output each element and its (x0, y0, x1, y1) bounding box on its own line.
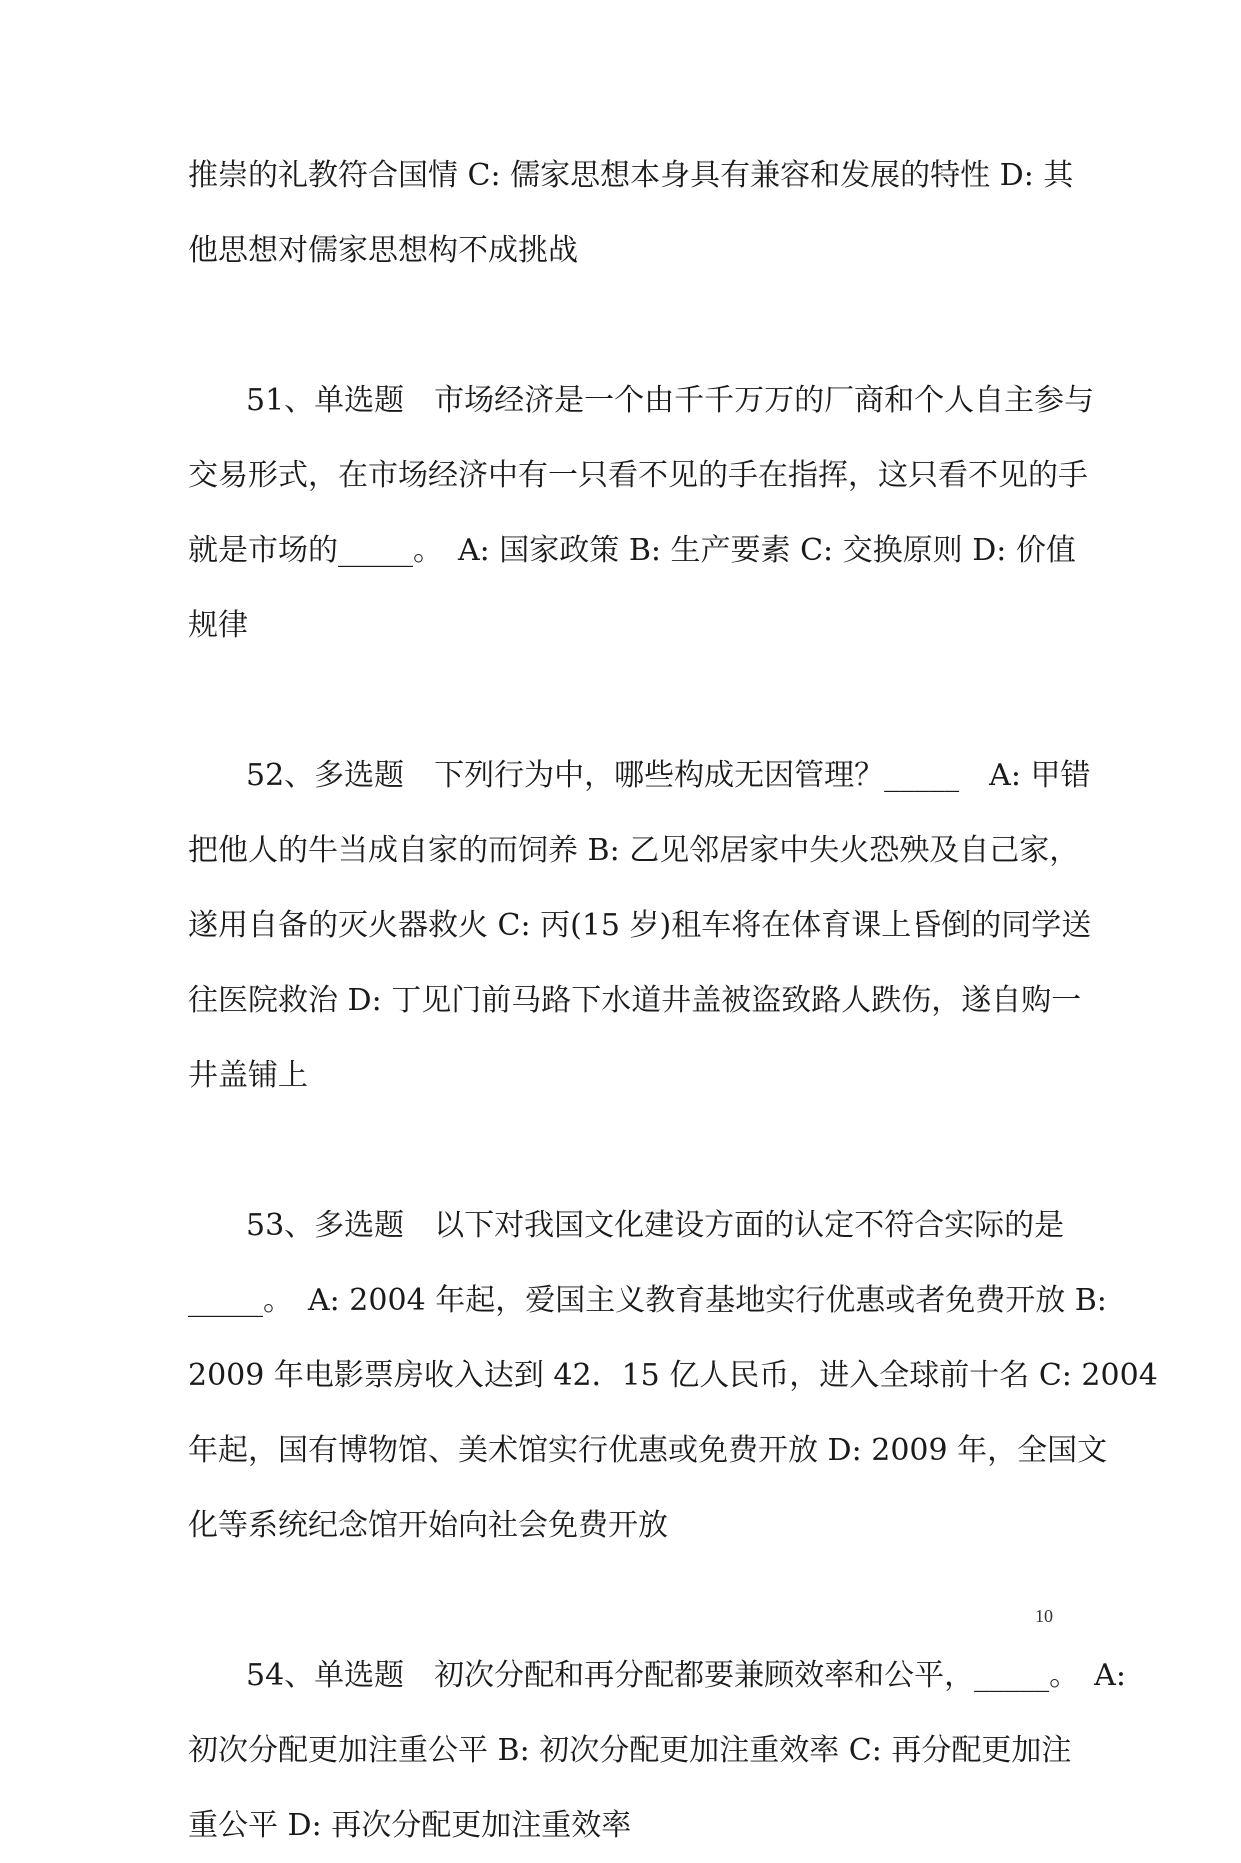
question-53 (188, 1188, 1158, 1563)
text-line: 交易形式，在市场经济中有一只看不见的手在指挥，这只看不见的手 (188, 458, 1088, 493)
text-line: 井盖铺上 (188, 1058, 308, 1093)
question-heading: 51、单选题 市场经济是一个由千千万万的厂商和个人自主参与 (246, 383, 1095, 418)
text-line: 化等系统纪念馆开始向社会免费开放 (188, 1508, 668, 1543)
text-line: 往医院救治 D: 丁见门前马路下水道井盖被盗致路人跌伤，遂自购一 (188, 983, 1082, 1018)
question-heading: 53、多选题 以下对我国文化建设方面的认定不符合实际的是 (246, 1208, 1065, 1243)
text-line: 他思想对儒家思想构不成挑战 (188, 233, 578, 268)
text-line: 重公平 D: 再次分配更加注重效率 (188, 1808, 632, 1843)
text-line: 初次分配更加注重公平 B: 初次分配更加注重效率 C: 再分配更加注 (188, 1733, 1072, 1768)
text-line: _____。 A: 2004 年起，爱国主义教育基地实行优惠或者免费开放 B: (188, 1283, 1107, 1318)
paragraph-gap (188, 663, 1058, 738)
page-number: 10 (1035, 1606, 1053, 1626)
document-page (188, 138, 1158, 1863)
question-50-continuation (188, 138, 1074, 288)
question-heading: 54、单选题 初次分配和再分配都要兼顾效率和公平，_____。 A: (246, 1658, 1126, 1693)
text-line: 把他人的牛当成自家的而饲养 B: 乙见邻居家中失火恐殃及自己家， (188, 833, 1080, 868)
question-51 (188, 363, 1095, 663)
text-line: 遂用自备的灭火器救火 C: 丙(15 岁)租车将在体育课上昏倒的同学送 (188, 908, 1092, 943)
paragraph-gap (188, 1563, 1058, 1638)
text-line: 规律 (188, 608, 248, 643)
text-line: 年起，国有博物馆、美术馆实行优惠或免费开放 D: 2009 年，全国文 (188, 1433, 1108, 1468)
paragraph-gap (188, 288, 1058, 363)
question-heading: 52、多选题 下列行为中，哪些构成无因管理？_____ A: 甲错 (246, 758, 1091, 793)
text-line: 2009 年电影票房收入达到 42．15 亿人民币，进入全球前十名 C: 2004 (188, 1358, 1158, 1393)
text-line: 就是市场的_____。 A: 国家政策 B: 生产要素 C: 交换原则 D: 价值 (188, 533, 1076, 568)
question-52 (188, 738, 1092, 1113)
text-line: 推崇的礼教符合国情 C: 儒家思想本身具有兼容和发展的特性 D: 其 (188, 158, 1074, 193)
question-54 (188, 1638, 1126, 1863)
paragraph-gap (188, 1113, 1058, 1188)
